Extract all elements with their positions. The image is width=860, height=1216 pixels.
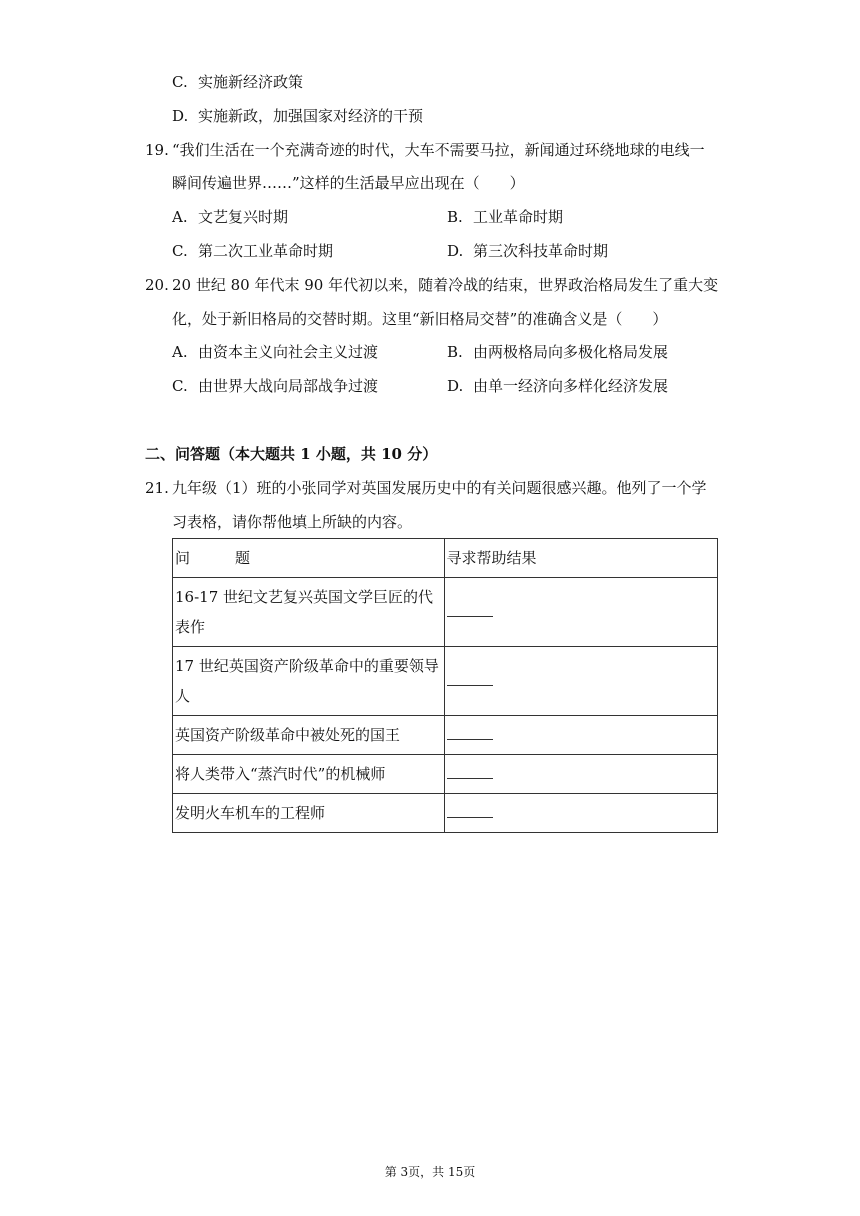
q20-option-a: [172, 341, 378, 363]
table-row: [173, 755, 718, 794]
option-letter: D.: [447, 242, 464, 260]
row-answer[interactable]: [444, 794, 717, 833]
q19-line2: 瞬间传遍世界……”这样的生活最早应出现在（ ）: [172, 174, 525, 192]
table-row: [173, 716, 718, 755]
row-question: 17 世纪英国资产阶级革命中的重要领导人: [173, 647, 445, 716]
table-row: [173, 794, 718, 833]
page-footer: 第 3页，共 15页: [384, 1165, 476, 1179]
option-letter: D.: [447, 377, 464, 395]
learning-table: [172, 538, 718, 833]
header-answer: 寻求帮助结果: [444, 539, 717, 578]
q19-option-c: [172, 240, 333, 262]
table-header-row: [173, 539, 718, 578]
option-text: 第二次工业革命时期: [198, 242, 334, 260]
q19-line1: [145, 139, 705, 161]
answer-blank[interactable]: [447, 760, 493, 779]
q21-line1: [145, 477, 707, 499]
q20-option-c: [172, 375, 378, 397]
option-letter: C.: [172, 377, 188, 395]
table-row: [173, 578, 718, 647]
question-number: 20.: [145, 276, 169, 294]
answer-blank[interactable]: [447, 721, 493, 740]
option-letter: A.: [172, 208, 188, 226]
row-answer[interactable]: [444, 647, 717, 716]
option-letter: C.: [172, 73, 188, 91]
header-question: 问 题: [173, 539, 445, 578]
question-number: 21.: [145, 479, 169, 497]
question-number: 19.: [145, 141, 169, 159]
row-question: 16-17 世纪文艺复兴英国文学巨匠的代表作: [173, 578, 445, 647]
q19-option-a: [172, 206, 288, 228]
option-text: 由两极格局向多极化格局发展: [473, 343, 669, 361]
q20-option-b: [447, 341, 668, 363]
q19-option-d: [447, 240, 608, 262]
row-question: 将人类带入“蒸汽时代”的机械师: [173, 755, 445, 794]
q19-option-b: [447, 206, 563, 228]
option-text: 工业革命时期: [473, 208, 564, 226]
option-letter: B.: [447, 208, 463, 226]
row-answer[interactable]: [444, 716, 717, 755]
option-letter: D.: [172, 107, 189, 125]
option-text: 由世界大战向局部战争过渡: [198, 377, 379, 395]
option-text: 实施新经济政策: [198, 73, 304, 91]
option-letter: A.: [172, 343, 188, 361]
answer-blank[interactable]: [447, 799, 493, 818]
question-text: “我们生活在一个充满奇迹的时代，大车不需要马拉，新闻通过环绕地球的电线一: [172, 141, 705, 159]
option-letter: B.: [447, 343, 463, 361]
option-text: 由资本主义向社会主义过渡: [198, 343, 379, 361]
question-text: 九年级（1）班的小张同学对英国发展历史中的有关问题很感兴趣。他列了一个学: [172, 479, 707, 497]
q20-line2: 化，处于新旧格局的交替时期。这里“新旧格局交替”的准确含义是（ ）: [172, 310, 668, 328]
row-answer[interactable]: [444, 755, 717, 794]
question-text: 20 世纪 80 年代末 90 年代初以来，随着冷战的结束，世界政治格局发生了重大变: [172, 276, 719, 294]
option-text: 第三次科技革命时期: [473, 242, 609, 260]
row-question: 发明火车机车的工程师: [173, 794, 445, 833]
q20-line1: [145, 274, 718, 296]
answer-blank[interactable]: [447, 598, 493, 617]
section-title: 二、问答题（本大题共 1 小题，共 10 分）: [145, 445, 438, 463]
table-row: [173, 647, 718, 716]
row-answer[interactable]: [444, 578, 717, 647]
q21-line2: 习表格，请你帮他填上所缺的内容。: [172, 513, 413, 531]
option-letter: C.: [172, 242, 188, 260]
option-d-prev: [172, 105, 423, 127]
row-question: 英国资产阶级革命中被处死的国王: [173, 716, 445, 755]
q20-option-d: [447, 375, 668, 397]
option-text: 由单一经济向多样化经济发展: [473, 377, 669, 395]
answer-blank[interactable]: [447, 667, 493, 686]
option-text: 实施新政，加强国家对经济的干预: [198, 107, 424, 125]
option-text: 文艺复兴时期: [198, 208, 289, 226]
option-c-prev: [172, 71, 303, 93]
